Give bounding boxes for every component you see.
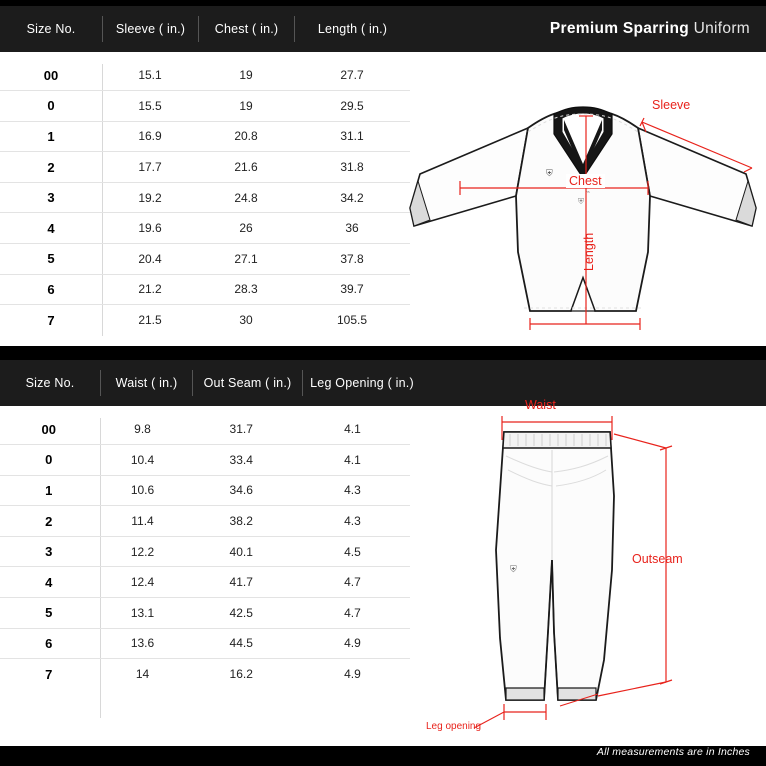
- outseam-dim-label: Outseam: [632, 552, 683, 566]
- cell-chest: 19: [198, 60, 294, 91]
- brand-title-light: Uniform: [693, 20, 750, 37]
- table-row: [0, 536, 410, 567]
- cell-waist: 10.4: [98, 445, 188, 476]
- uniform-size-table: [0, 60, 410, 335]
- cell-outseam: 33.4: [188, 445, 295, 476]
- cell-size: 5: [0, 598, 98, 629]
- cell-sleeve: 16.9: [102, 121, 198, 152]
- cell-legopening: 4.7: [295, 598, 410, 629]
- chest-logo-icon: ⛨: [546, 168, 553, 178]
- table-row: [0, 244, 410, 275]
- cell-chest: 28.3: [198, 274, 294, 305]
- length-dim-label: Length: [582, 232, 596, 271]
- table-row: [0, 567, 410, 598]
- cell-size: 3: [0, 182, 102, 213]
- cell-length: 31.8: [294, 152, 410, 183]
- cell-legopening: 4.3: [295, 506, 410, 537]
- cell-chest: 19: [198, 91, 294, 122]
- bottom-header-waist: Waist ( in.): [115, 376, 178, 390]
- cell-waist: 10.6: [98, 475, 188, 506]
- cell-length: 39.7: [294, 274, 410, 305]
- cell-chest: 30: [239, 313, 253, 328]
- chest-dim-label: Chest: [566, 174, 605, 188]
- cell-sleeve: 19.6: [102, 213, 198, 244]
- cell-size: 1: [0, 475, 98, 506]
- cell-size: 2: [0, 152, 102, 183]
- cell-waist: 11.4: [98, 506, 188, 537]
- cell-legopening: 4.9: [295, 628, 410, 659]
- cell-legopening: 4.5: [295, 536, 410, 567]
- right-cuff: [558, 688, 596, 700]
- cell-waist: 9.8: [98, 414, 188, 445]
- cell-size: 0: [0, 91, 102, 122]
- cell-size: 2: [0, 506, 98, 537]
- sleeve-dim-tick: [744, 168, 752, 172]
- table-row: [0, 414, 410, 445]
- table-row: [0, 213, 410, 244]
- table-row: [0, 475, 410, 506]
- waist-dim-label: Waist: [525, 398, 556, 412]
- left-cuff: [506, 688, 544, 700]
- cell-size: 7: [45, 666, 53, 682]
- pants-illustration: [400, 400, 766, 740]
- bottom-header-outseam: Out Seam ( in.): [203, 376, 292, 390]
- cell-size: 7: [47, 312, 55, 328]
- cell-chest: 26: [198, 213, 294, 244]
- cell-size: 1: [0, 121, 102, 152]
- cell-length: 34.2: [294, 182, 410, 213]
- cell-length: 37.8: [294, 244, 410, 275]
- measurement-footnote: All measurements are in Inches: [596, 746, 750, 758]
- cell-length: 105.5: [336, 313, 368, 328]
- collar-logo-icon: ⛨: [580, 121, 586, 128]
- cell-size: 00: [0, 414, 98, 445]
- table-row: [0, 659, 410, 690]
- cell-outseam: 41.7: [188, 567, 295, 598]
- brand-title-bold: Premium Sparring: [549, 20, 690, 37]
- table-row: [0, 121, 410, 152]
- bottom-header-size: Size No.: [25, 376, 75, 390]
- outseam-top-leader: [614, 434, 666, 448]
- chest-text-icon: ⌁: [586, 189, 591, 196]
- cell-chest: 27.1: [198, 244, 294, 275]
- top-header-sleeve: Sleeve ( in.): [115, 22, 186, 36]
- cell-outseam: 31.7: [188, 414, 295, 445]
- pants-figure: [400, 400, 766, 740]
- cell-legopening: 4.3: [295, 475, 410, 506]
- table-row: [0, 91, 410, 122]
- uniform-jacket-figure: [400, 56, 766, 346]
- cell-waist: 12.4: [98, 567, 188, 598]
- cell-sleeve: 15.1: [102, 60, 198, 91]
- cell-legopening: 4.1: [295, 445, 410, 476]
- pants-logo-icon: ⛨: [510, 564, 517, 574]
- cell-sleeve: 17.7: [102, 152, 198, 183]
- table-row: [0, 628, 410, 659]
- legopening-dim-label: Leg opening: [426, 721, 482, 732]
- cell-size: 4: [0, 567, 98, 598]
- table-row: [0, 60, 410, 91]
- pants-size-table: [0, 414, 410, 689]
- sleeve-dim-label: Sleeve: [652, 98, 691, 112]
- cell-outseam: 40.1: [188, 536, 295, 567]
- top-header-size: Size No.: [26, 22, 76, 36]
- table-row: [0, 506, 410, 537]
- cell-sleeve: 20.4: [102, 244, 198, 275]
- table-row: [0, 182, 410, 213]
- cell-size: 6: [0, 628, 98, 659]
- cell-length: 36: [294, 213, 410, 244]
- uniform-top-section: [0, 6, 766, 346]
- top-header-length: Length ( in.): [317, 22, 388, 36]
- top-header-bar: [0, 6, 766, 52]
- cell-waist: 12.2: [98, 536, 188, 567]
- cell-length: 29.5: [294, 91, 410, 122]
- cell-outseam: 16.2: [229, 667, 253, 682]
- cell-chest: 21.6: [198, 152, 294, 183]
- outseam-bottom-leader: [598, 682, 666, 696]
- cell-outseam: 34.6: [188, 475, 295, 506]
- top-header-chest: Chest ( in.): [214, 22, 279, 36]
- cell-sleeve: 21.2: [102, 274, 198, 305]
- cell-sleeve: 21.5: [138, 313, 162, 328]
- cell-waist: 13.6: [98, 628, 188, 659]
- cell-outseam: 42.5: [188, 598, 295, 629]
- chest-wordmark-icon: ⛨: [578, 197, 584, 206]
- table-row: [0, 152, 410, 183]
- cell-length: 31.1: [294, 121, 410, 152]
- pants-bottom-section: [0, 360, 766, 746]
- cell-waist: 13.1: [98, 598, 188, 629]
- bottom-header-legopening: Leg Opening ( in.): [310, 376, 414, 390]
- table-row: [0, 598, 410, 629]
- cell-legopening: 4.7: [295, 567, 410, 598]
- cell-size: 6: [0, 274, 102, 305]
- jacket-illustration: [400, 56, 766, 346]
- table-row: [0, 274, 410, 305]
- cell-size: 0: [0, 445, 98, 476]
- brand-title: [550, 20, 750, 38]
- cell-sleeve: 19.2: [102, 182, 198, 213]
- cell-length: 27.7: [294, 60, 410, 91]
- cell-sleeve: 15.5: [102, 91, 198, 122]
- cell-legopening: 4.9: [344, 667, 361, 682]
- waistband: [503, 432, 611, 448]
- cell-waist: 14: [135, 667, 150, 682]
- table-row: [0, 305, 410, 336]
- cell-size: 4: [0, 213, 102, 244]
- cell-size: 3: [0, 536, 98, 567]
- cell-legopening: 4.1: [295, 414, 410, 445]
- cell-outseam: 38.2: [188, 506, 295, 537]
- cell-size: 5: [0, 244, 102, 275]
- cell-size: 00: [0, 60, 102, 91]
- table-row: [0, 445, 410, 476]
- cell-chest: 20.8: [198, 121, 294, 152]
- cell-chest: 24.8: [198, 182, 294, 213]
- cell-outseam: 44.5: [188, 628, 295, 659]
